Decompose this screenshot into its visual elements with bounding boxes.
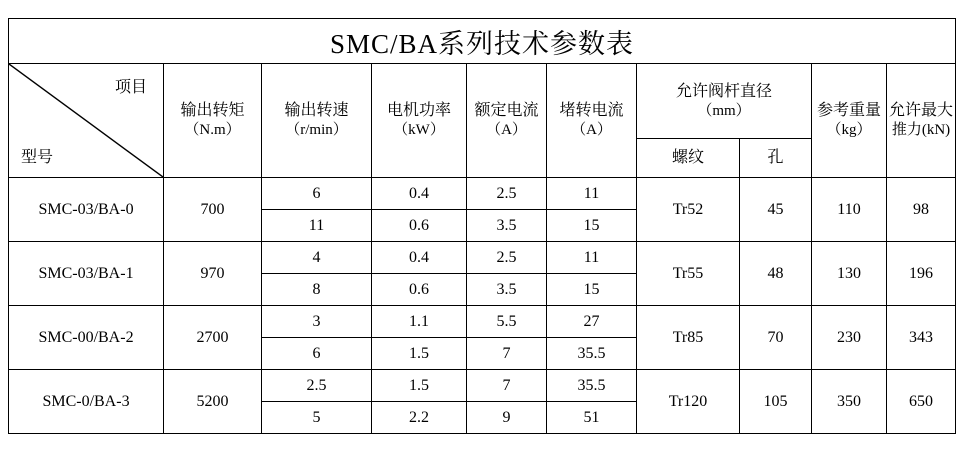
header-stem-diameter [637, 64, 812, 139]
cell-rated-current: 3.5 [467, 210, 547, 242]
cell-thrust: 650 [887, 370, 956, 434]
header-output-torque [164, 64, 262, 178]
cell-stem-hole: 70 [740, 306, 812, 370]
cell-rated-current: 2.5 [467, 178, 547, 210]
cell-stem-hole: 48 [740, 242, 812, 306]
header-motor-power-text: 电机功率 [386, 102, 451, 120]
cell-torque: 2700 [164, 306, 262, 370]
header-weight-text: 参考重量 [816, 102, 881, 120]
cell-torque: 970 [164, 242, 262, 306]
header-stem-diameter-unit: （mm） [697, 102, 751, 119]
cell-model: SMC-03/BA-1 [9, 242, 164, 306]
header-max-thrust-text-2: 推力(kN) [891, 122, 951, 139]
cell-locked-current: 51 [547, 402, 637, 434]
cell-power: 1.5 [372, 370, 467, 402]
cell-model: SMC-03/BA-0 [9, 178, 164, 242]
header-rated-current [467, 64, 547, 178]
cell-speed: 8 [262, 274, 372, 306]
header-weight-unit: （kg） [826, 122, 872, 139]
cell-locked-current: 35.5 [547, 370, 637, 402]
header-stem-diameter-text: 允许阀杆直径 [675, 82, 772, 100]
header-max-thrust-text: 允许最大 [889, 102, 954, 120]
cell-locked-current: 27 [547, 306, 637, 338]
table-row [9, 370, 956, 402]
corner-item-label: 项目 [114, 79, 147, 96]
cell-stem-hole: 45 [740, 178, 812, 242]
title-row [9, 19, 956, 64]
cell-speed: 4 [262, 242, 372, 274]
header-max-thrust [887, 64, 956, 178]
header-output-speed-unit: （r/min） [285, 122, 348, 139]
cell-model: SMC-00/BA-2 [9, 306, 164, 370]
cell-rated-current: 2.5 [467, 242, 547, 274]
cell-speed: 11 [262, 210, 372, 242]
cell-stem-thread: Tr120 [637, 370, 740, 434]
cell-power: 2.2 [372, 402, 467, 434]
header-output-torque-text: 输出转矩 [180, 102, 245, 120]
cell-rated-current: 3.5 [467, 274, 547, 306]
corner-model-label: 型号 [21, 149, 54, 166]
cell-speed: 3 [262, 306, 372, 338]
header-output-speed-text: 输出转速 [284, 102, 349, 120]
cell-rated-current: 9 [467, 402, 547, 434]
header-output-speed [262, 64, 372, 178]
header-locked-current-unit: （A） [571, 122, 612, 139]
cell-rated-current: 5.5 [467, 306, 547, 338]
cell-power: 0.6 [372, 274, 467, 306]
table-row [9, 242, 956, 274]
header-locked-current [547, 64, 637, 178]
header-weight [812, 64, 887, 178]
cell-weight: 130 [812, 242, 887, 306]
cell-locked-current: 35.5 [547, 338, 637, 370]
header-rated-current-text: 额定电流 [474, 102, 539, 120]
cell-stem-thread: Tr52 [637, 178, 740, 242]
cell-power: 0.6 [372, 210, 467, 242]
cell-rated-current: 7 [467, 370, 547, 402]
cell-power: 0.4 [372, 242, 467, 274]
cell-speed: 6 [262, 178, 372, 210]
cell-rated-current: 7 [467, 338, 547, 370]
table-row [9, 306, 956, 338]
cell-locked-current: 11 [547, 178, 637, 210]
cell-power: 1.1 [372, 306, 467, 338]
cell-thrust: 196 [887, 242, 956, 306]
table-title: SMC/BA系列技术参数表 [9, 19, 956, 64]
header-row-1 [9, 64, 956, 139]
cell-weight: 230 [812, 306, 887, 370]
corner-header-cell [9, 64, 164, 178]
spec-table [8, 18, 956, 434]
cell-weight: 350 [812, 370, 887, 434]
cell-locked-current: 15 [547, 274, 637, 306]
cell-speed: 6 [262, 338, 372, 370]
header-motor-power-unit: （kW） [393, 122, 445, 139]
cell-thrust: 343 [887, 306, 956, 370]
cell-locked-current: 11 [547, 242, 637, 274]
cell-stem-thread: Tr85 [637, 306, 740, 370]
cell-stem-hole: 105 [740, 370, 812, 434]
cell-weight: 110 [812, 178, 887, 242]
cell-speed: 5 [262, 402, 372, 434]
cell-speed: 2.5 [262, 370, 372, 402]
header-stem-hole: 孔 [740, 139, 812, 178]
header-stem-thread: 螺纹 [637, 139, 740, 178]
cell-power: 1.5 [372, 338, 467, 370]
cell-torque: 700 [164, 178, 262, 242]
header-locked-current-text: 堵转电流 [559, 102, 624, 120]
header-rated-current-unit: （A） [486, 122, 527, 139]
table-row [9, 178, 956, 210]
cell-torque: 5200 [164, 370, 262, 434]
cell-model: SMC-0/BA-3 [9, 370, 164, 434]
cell-stem-thread: Tr55 [637, 242, 740, 306]
cell-power: 0.4 [372, 178, 467, 210]
cell-locked-current: 15 [547, 210, 637, 242]
header-output-torque-unit: （N.m） [184, 122, 241, 139]
cell-thrust: 98 [887, 178, 956, 242]
header-motor-power [372, 64, 467, 178]
